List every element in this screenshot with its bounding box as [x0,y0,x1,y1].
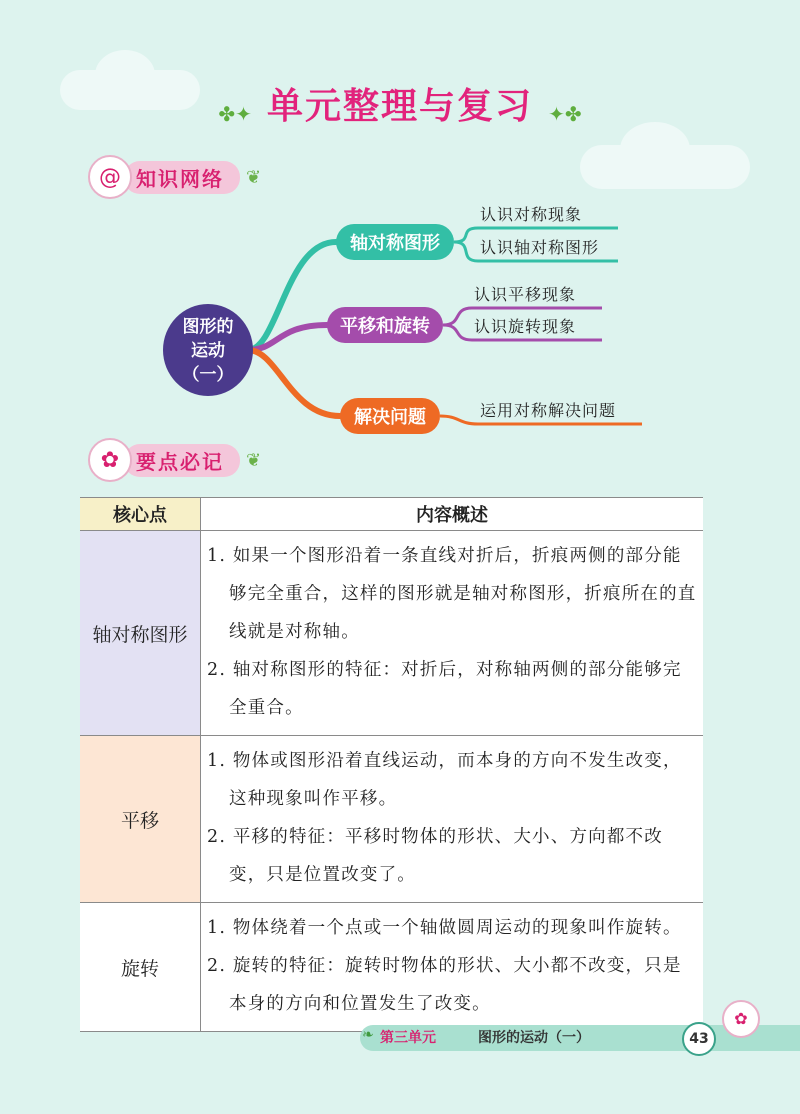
content-item: 1. 物体或图形沿着直线运动，而本身的方向不发生改变，这种现象叫作平移。 [207,751,682,809]
mascot-icon: ✿ [722,1000,760,1038]
snail-mascot-icon: @ [88,155,132,199]
row-content [201,531,704,736]
center-node-label: （一） [182,365,234,385]
branch-connector [248,350,340,416]
branch-node-label: 平移和旋转 [340,316,430,337]
row-key: 平移 [80,736,201,903]
page-title: 单元整理与复习 [266,86,533,127]
row-key: 旋转 [80,903,201,1032]
footer-title: 图形的运动（一） [478,1030,590,1046]
leaf-icon: ❧ [362,1027,374,1043]
section-title: 要点必记 [124,444,240,477]
center-node-label: 图形的 [182,317,234,337]
footer-chapter: 第三单元 [380,1030,436,1046]
leaf-icon: ❦ [246,166,262,188]
title-area [0,78,800,129]
center-node-label: 运动 [191,341,225,361]
leaf-label: 认识对称现象 [480,205,583,224]
row-content [201,903,704,1032]
leaf-icon: ❦ [246,449,262,471]
content-item: 1. 如果一个图形沿着一条直线对折后，折痕两侧的部分能够完全重合，这样的图形就是轴对称图形，折痕所在的直线就是对称轴。 [207,546,697,642]
puppy-mascot-icon: ✿ [88,438,132,482]
sprout-icon: ✤✦ [218,101,252,126]
table-row [80,736,703,903]
branch-node-label: 解决问题 [354,407,426,428]
leaf-label: 认识平移现象 [474,285,577,304]
section-title: 知识网络 [124,161,240,194]
column-header: 内容概述 [201,498,704,531]
content-item: 2. 轴对称图形的特征：对折后，对称轴两侧的部分能够完全重合。 [207,660,682,718]
table-header-row [80,498,703,531]
column-header: 核心点 [80,498,201,531]
table-row [80,531,703,736]
key-points-table [80,497,703,1032]
content-item: 2. 平移的特征：平移时物体的形状、大小、方向都不改变，只是位置改变了。 [207,827,663,885]
sprout-icon: ✦✤ [548,101,582,126]
content-item: 2. 旋转的特征：旋转时物体的形状、大小都不改变，只是本身的方向和位置发生了改变。 [207,956,682,1014]
leaf-label: 认识旋转现象 [474,317,577,336]
leaf-label: 运用对称解决问题 [480,401,617,420]
cloud-decoration [620,122,690,177]
table-row [80,903,703,1032]
branch-node-label: 轴对称图形 [350,233,440,254]
mind-map [0,180,800,450]
content-item: 1. 物体绕着一个点或一个轴做圆周运动的现象叫作旋转。 [207,918,682,938]
row-content [201,736,704,903]
row-key: 轴对称图形 [80,531,201,736]
section-label-keypoints [88,438,261,482]
page-number: 43 [682,1022,716,1056]
branch-connector [248,325,327,350]
leaf-label: 认识轴对称图形 [480,238,600,257]
